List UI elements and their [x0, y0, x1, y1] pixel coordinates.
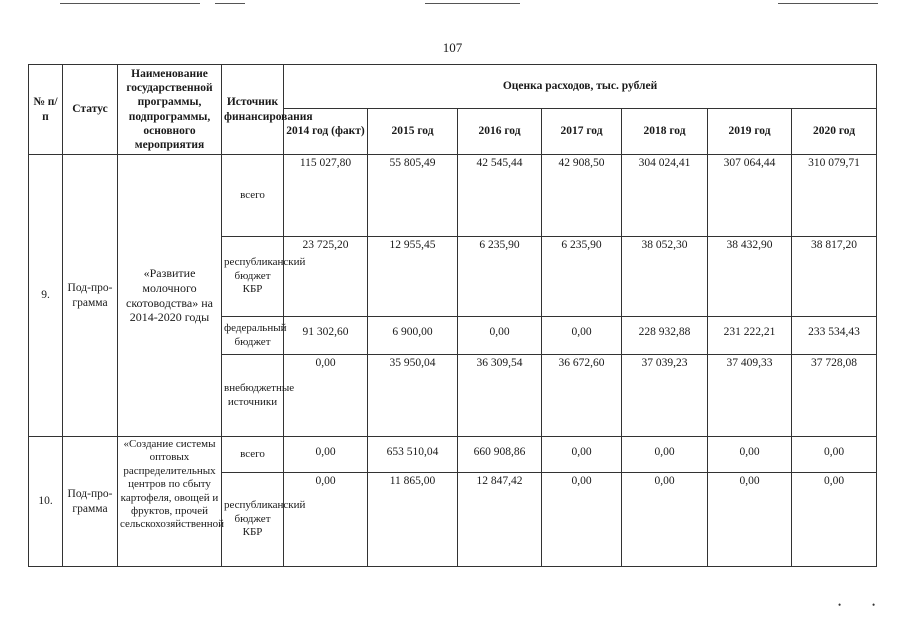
- scan-speck: •: [872, 600, 876, 610]
- scan-artifact-line: [778, 3, 878, 4]
- value-cell: 36 672,60: [542, 355, 622, 437]
- value-cell: 55 805,49: [368, 155, 458, 237]
- value-cell: 310 079,71: [792, 155, 877, 237]
- value-cell: 91 302,60: [284, 317, 368, 355]
- value-cell: 0,00: [622, 437, 708, 473]
- table-row: [29, 437, 877, 473]
- header-num: № п/п: [29, 65, 63, 155]
- value-cell: 37 728,08: [792, 355, 877, 437]
- header-year: 2020 год: [792, 109, 877, 155]
- value-cell: 115 027,80: [284, 155, 368, 237]
- value-cell: 38 432,90: [708, 237, 792, 317]
- value-cell: 42 545,44: [458, 155, 542, 237]
- value-cell: 0,00: [542, 473, 622, 567]
- table-row: [29, 155, 877, 237]
- header-status: Статус: [63, 65, 118, 155]
- header-estimate: Оценка расходов, тыс. рублей: [284, 65, 877, 109]
- header-year: 2018 год: [622, 109, 708, 155]
- scan-speck: •: [838, 600, 842, 610]
- value-cell: 0,00: [622, 473, 708, 567]
- budget-table: [28, 64, 877, 567]
- value-cell: 6 235,90: [458, 237, 542, 317]
- value-cell: 0,00: [792, 473, 877, 567]
- funding-source: республиканский бюджет КБР: [222, 473, 284, 567]
- funding-source: республиканский бюджет КБР: [222, 237, 284, 317]
- table-header: [29, 65, 877, 155]
- value-cell: 23 725,20: [284, 237, 368, 317]
- value-cell: 0,00: [458, 317, 542, 355]
- header-year: 2015 год: [368, 109, 458, 155]
- value-cell: 35 950,04: [368, 355, 458, 437]
- header-year: 2014 год (факт): [284, 109, 368, 155]
- value-cell: 233 534,43: [792, 317, 877, 355]
- funding-source: внебюджетные источники: [222, 355, 284, 437]
- value-cell: 36 309,54: [458, 355, 542, 437]
- value-cell: 0,00: [284, 355, 368, 437]
- value-cell: 11 865,00: [368, 473, 458, 567]
- header-year: 2019 год: [708, 109, 792, 155]
- row-number: 10.: [29, 437, 63, 567]
- value-cell: 304 024,41: [622, 155, 708, 237]
- header-year: 2016 год: [458, 109, 542, 155]
- header-source: Источник финансирования: [222, 65, 284, 155]
- value-cell: 0,00: [708, 473, 792, 567]
- value-cell: 0,00: [708, 437, 792, 473]
- program-name: «Развитие молочного скотоводства» на 2014-2020 годы: [118, 155, 222, 437]
- program-name: «Создание системы оптовых распределительных центров по сбыту картофеля, овощей и фруктов, прочей сельскохозяйственной: [118, 437, 222, 567]
- header-year: 2017 год: [542, 109, 622, 155]
- value-cell: 42 908,50: [542, 155, 622, 237]
- value-cell: 231 222,21: [708, 317, 792, 355]
- page-number: 107: [442, 40, 463, 55]
- scan-artifact-line: [215, 3, 245, 4]
- funding-source: федеральный бюджет: [222, 317, 284, 355]
- scan-artifact-line: [425, 3, 520, 4]
- value-cell: 0,00: [542, 317, 622, 355]
- row-status: Под-про-грамма: [63, 155, 118, 437]
- value-cell: 12 955,45: [368, 237, 458, 317]
- value-cell: 0,00: [542, 437, 622, 473]
- value-cell: 307 064,44: [708, 155, 792, 237]
- value-cell: 37 039,23: [622, 355, 708, 437]
- value-cell: 37 409,33: [708, 355, 792, 437]
- row-number: 9.: [29, 155, 63, 437]
- value-cell: 0,00: [284, 473, 368, 567]
- value-cell: 653 510,04: [368, 437, 458, 473]
- value-cell: 38 817,20: [792, 237, 877, 317]
- value-cell: 0,00: [792, 437, 877, 473]
- value-cell: 6 900,00: [368, 317, 458, 355]
- value-cell: 228 932,88: [622, 317, 708, 355]
- value-cell: 0,00: [284, 437, 368, 473]
- funding-source: всего: [222, 437, 284, 473]
- scan-artifact-line: [60, 3, 200, 4]
- table-body: [29, 155, 877, 567]
- funding-source: всего: [222, 155, 284, 237]
- header-name: Наименование государственной программы, подпрограммы, основного мероприятия: [118, 65, 222, 155]
- value-cell: 660 908,86: [458, 437, 542, 473]
- value-cell: 6 235,90: [542, 237, 622, 317]
- row-status: Под-про-грамма: [63, 437, 118, 567]
- value-cell: 38 052,30: [622, 237, 708, 317]
- value-cell: 12 847,42: [458, 473, 542, 567]
